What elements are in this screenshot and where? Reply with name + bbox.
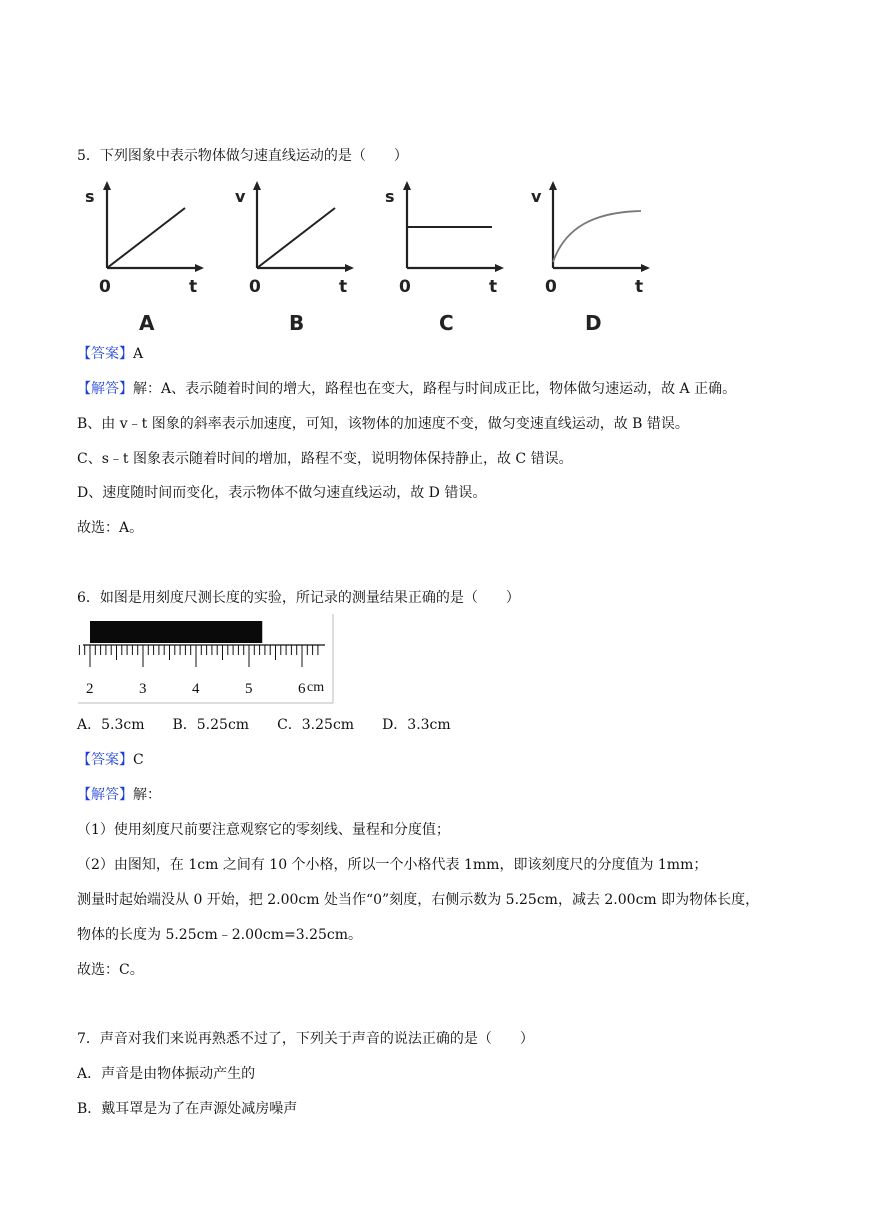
- y-axis-label: v: [235, 187, 246, 206]
- graph-curve: [553, 211, 641, 262]
- answer-tag: 【答案】: [77, 346, 133, 362]
- graph-C: [385, 181, 504, 335]
- ruler-number-3: 3: [139, 681, 147, 697]
- question-7-text: 7．声音对我们来说再熟悉不过了，下列关于声音的说法正确的是（ ）: [77, 1031, 534, 1047]
- y-axis-arrow: [549, 181, 557, 190]
- x-axis-label: t: [189, 277, 198, 297]
- y-axis-label: v: [531, 187, 542, 206]
- q5-analysis-line-2: B、由 v﹣t 图象的斜率表示加速度，可知，该物体的加速度不变，做匀变速直线运动，故 B 错误。: [77, 416, 689, 432]
- x-axis-arrow: [495, 264, 504, 272]
- origin-label: 0: [99, 277, 111, 297]
- q6-analysis-head: [77, 786, 161, 804]
- analysis-text: 解：A、表示随着时间的增大，路程也在变大，路程与时间成正比，物体做匀速运动，故 A 正确。: [133, 381, 737, 397]
- q7-option-a: A．声音是由物体振动产生的: [77, 1066, 256, 1082]
- q5-analysis-line-3: C、s﹣t 图象表示随着时间的增加，路程不变，说明物体保持静止，故 C 错误。: [77, 451, 573, 467]
- q6-analysis-line-3: 测量时起始端没从 0 开始，把 2.00cm 处当作“0”刻度，右侧示数为 5.25cm，减去 2.00cm 即为物体长度，: [77, 892, 760, 908]
- q6-analysis-conclusion: 故选：C。: [77, 962, 144, 978]
- graph-option-label: C: [439, 311, 454, 335]
- graph-line: [257, 208, 335, 268]
- analysis-tag: 【解答】: [77, 381, 133, 397]
- ruler-number-6: 6: [298, 681, 306, 697]
- q7-option-b: B．戴耳罩是为了在声源处减房噪声: [77, 1101, 298, 1117]
- graph-D: [531, 181, 650, 335]
- y-axis-label: s: [85, 187, 95, 206]
- graph-B: [235, 181, 354, 335]
- q6-analysis-line-4: 物体的长度为 5.25cm﹣2.00cm=3.25cm。: [77, 927, 363, 943]
- answer-value: C: [133, 752, 144, 768]
- x-axis-arrow: [195, 264, 204, 272]
- x-axis-arrow: [345, 264, 354, 272]
- origin-label: 0: [545, 277, 557, 297]
- y-axis-arrow: [103, 181, 111, 190]
- graph-A: [85, 181, 204, 335]
- graph-option-label: A: [139, 311, 155, 335]
- q6-answer: [77, 751, 144, 769]
- q5-motion-graphs: [78, 178, 678, 338]
- y-axis-arrow: [253, 181, 261, 190]
- analysis-text: 解：: [133, 787, 161, 803]
- ruler-number-2: 2: [86, 681, 94, 697]
- q6-ruler-figure: [78, 614, 338, 706]
- q5-answer: [77, 345, 143, 363]
- measured-object: [90, 621, 262, 643]
- graph-option-label: B: [289, 311, 305, 335]
- x-axis-arrow: [641, 264, 650, 272]
- question-5-text: 5．下列图象中表示物体做匀速直线运动的是（ ）: [77, 148, 408, 164]
- graph-option-label: D: [585, 311, 602, 335]
- origin-label: 0: [249, 277, 261, 297]
- answer-tag: 【答案】: [77, 752, 133, 768]
- q6-analysis-line-2: （2）由图知，在 1cm 之间有 10 个小格，所以一个小格代表 1mm，即该刻度尺的分度值为 1mm；: [77, 857, 708, 873]
- q5-analysis-line-1: [77, 380, 736, 398]
- ruler-svg: [78, 614, 338, 706]
- ruler-unit-label: cm: [307, 680, 325, 695]
- q5-analysis-line-4: D、速度随时间而变化，表示物体不做匀速直线运动，故 D 错误。: [77, 485, 487, 501]
- ruler-number-4: 4: [192, 681, 200, 697]
- motion-graphs-svg: [78, 178, 678, 338]
- x-axis-label: t: [635, 277, 644, 297]
- x-axis-label: t: [339, 277, 348, 297]
- answer-value: A: [133, 346, 144, 362]
- analysis-tag: 【解答】: [77, 787, 133, 803]
- question-6-text: 6．如图是用刻度尺测长度的实验，所记录的测量结果正确的是（ ）: [77, 590, 520, 606]
- graph-line: [107, 208, 185, 268]
- q6-analysis-line-1: （1）使用刻度尺前要注意观察它的零刻线、量程和分度值；: [77, 822, 450, 838]
- ruler-number-5: 5: [245, 681, 253, 697]
- y-axis-arrow: [403, 181, 411, 190]
- origin-label: 0: [399, 277, 411, 297]
- q6-options: A．5.3cm B．5.25cm C．3.25cm D．3.3cm: [77, 717, 451, 733]
- y-axis-label: s: [385, 187, 395, 206]
- q5-analysis-conclusion: 故选：A。: [77, 520, 144, 536]
- x-axis-label: t: [489, 277, 498, 297]
